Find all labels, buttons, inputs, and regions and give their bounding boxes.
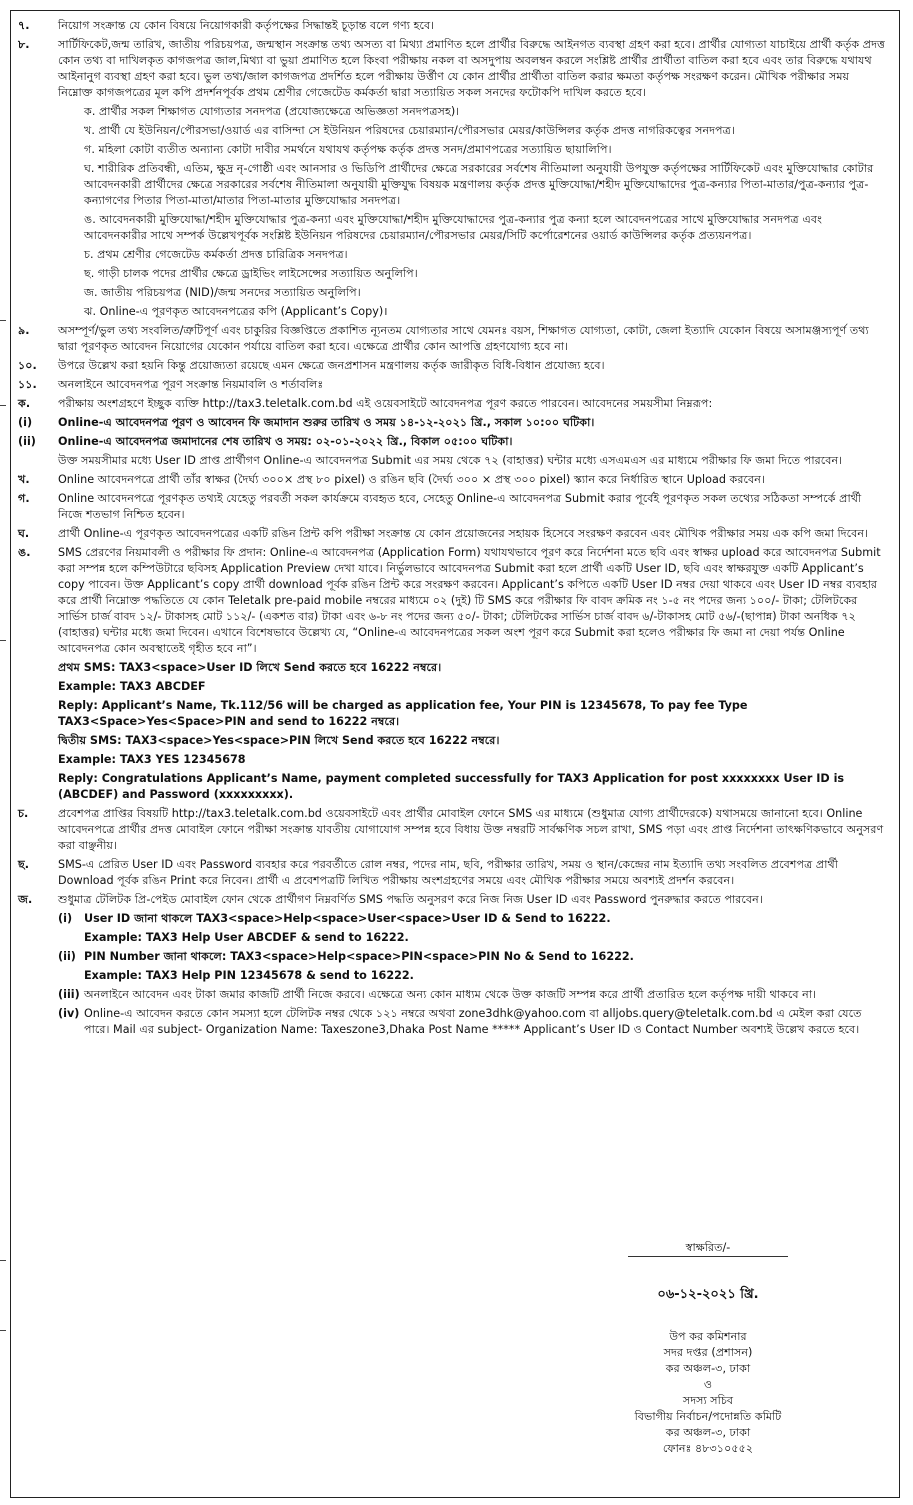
list-item [18,892,886,908]
item-text: Online-এ আবেদন করতে কোন সমস্যা হলে টেলিটক নম্বর থেকে ১২১ নম্বরে অথবা zone3dhk@yahoo.com বা alljobs.query@teletalk.com.bd এ মেইল করা যেতে পারে। Mail এর subject- Organization Name: Taxeszone3,Dhaka Post Name ***** Applicant’s User ID ও Contact Number অবশ্যই উল্লেখ করতে হবে। [84,1007,862,1036]
item-text: Example: TAX3 ABCDEF [58,680,206,693]
item-text: উপরে উল্লেখ করা হয়নি কিন্তু প্রয়োজ্যতা রয়েছে এমন ক্ষেত্রে জনপ্রশাসন মন্ত্রণালয় কর্তৃক জারীকৃত বিধি-বিধান প্রযোজ্য হবে। [58,359,605,372]
phone: ফোনঃ ৪৮৩১০৫৫২ [662,1442,754,1455]
item-number [58,285,84,301]
item-number: ১১. [18,378,37,391]
item-text: খ. প্রার্থী যে ইউনিয়ন/পৌরসভা/ওয়ার্ড এর বাসিন্দা সে ইউনিয়ন পরিষদের চেয়ারম্যান/পৌরসভার মেয়র/কাউন্সিলর কর্তৃক প্রদত্ত নাগরিকত্বের সনদপত্র। [84,124,735,137]
item-text: Online আবেদনপত্রে পূরণকৃত তথ্যই যেহেতু পরবর্তী সকল কার্যক্রমে ব্যবহৃত হবে, সেহেতু Online-এ আবেদনপত্র Submit করার পূর্বেই পূরণকৃত সকল তথ্যের সঠিকতা সম্পর্কে প্রার্থী নিজে শতভাগ নিশ্চিত হবেন। [58,492,862,521]
list-item [18,733,886,749]
item-text: Reply: Congratulations Applicant’s Name, payment completed successfully for TAX3 Application for post xxxxxxxx User ID is (ABCDEF) and Password (xxxxxxxxx). [58,772,845,801]
list-item [18,18,886,34]
item-text: ঝ. Online-এ পূরণকৃত আবেদনপত্রের কপি (Applicant’s Copy)। [84,305,388,318]
list-item [18,526,886,542]
item-number: গ. [18,492,30,505]
item-text: Example: TAX3 Help User ABCDEF & send to 16222. [84,931,409,944]
item-text: ঙ. আবেদনকারী মুক্তিযোদ্ধা/শহীদ মুক্তিযোদ্ধার পুত্র-কন্যা এবং মুক্তিযোদ্ধা/শহীদ মুক্তিযোদ্ধাদের পুত্র-কন্যার পুত্র কন্যা হলে আবেদনপত্রের সাথে মুক্তিযোদ্ধার সনদপত্র এবং আবেদনকারীর সাথে সম্পর্ক উল্লেখপূর্বক সংশ্লিষ্ট ইউনিয়ন পরিষদের চেয়ারম্যান/পৌরসভার মেয়র/সিটি কর্পোরেশনের ওয়ার্ড কাউন্সিলর কর্তৃক প্রত্যয়নপত্র। [84,213,822,242]
item-text: SMS প্রেরণের নিয়মাবলী ও পরীক্ষার ফি প্রদান: Online-এ আবেদনপত্র (Application Form) যথাযথভাবে পূরণ করে নির্দেশনা মতে ছবি এবং স্বাক্ষর upload করে আবেদনপত্র Submit করা সম্পন্ন হলে কম্পিউটারে ছবিসহ Application Preview দেখা যাবে। নির্ভুলভাবে আবেদনপত্র Submit করা হলে প্রার্থী একটি User ID, ছবি এবং স্বাক্ষরযুক্ত একটি Applicant’s copy পাবেন। উক্ত Applicant’s copy প্রার্থী download পূর্বক রঙিন প্রিন্ট করে সংরক্ষণ করবেন। Applicant’s কপিতে একটি User ID নম্বর দেয়া থাকবে এবং User ID নম্বর ব্যবহার করে প্রার্থী নিম্নোক্ত পদ্ধতিতে যে কোন Teletalk pre-paid mobile নম্বরের মাধ্যমে ০২ (দুই) টি SMS করে পরীক্ষার ফি বাবদ ক্রমিক নং ১-৫ নং পদের জন্য ১০০/- টাকা; টেলিটকের সার্ভিস চার্জ বাবদ ১২/- টাকাসহ মোট ১১২/- (একশত বার) টাকা এবং ৬-৮ নং পদের জন্য ৫০/- টাকা; টেলিটকের সার্ভিস চার্জ বাবদ ৬/-টাকাসহ মোট ৫৬/-(ছাপান্ন) টাকা অনধিক ৭২ (বাহাত্তর) ঘন্টার মধ্যে জমা দিবেন। এখানে বিশেষভাবে উল্লেখ্য যে, “Online-এ আবেদনপত্রের সকল অংশ পূরণ করে Submit করা হলেও পরীক্ষার ফি জমা না দেয়া পর্যন্ত Online আবেদনপত্র কোন অবস্থাতেই গৃহীত হবে না”। [58,546,881,655]
item-number: (i) [58,912,73,925]
list-item [18,679,886,695]
list-item [18,123,886,139]
list-item [18,545,886,657]
item-text: ছ. গাড়ী চালক পদের প্রার্থীর ক্ষেত্রে ড্রাইভিং লাইসেন্সের সত্যায়িত অনুলিপি। [84,267,418,280]
list-item [18,968,886,984]
list-item [18,987,886,1003]
designation-6: বিভাগীয় নির্বাচন/পদোন্নতি কমিটি [634,1410,782,1423]
item-number: ৯. [18,324,30,337]
item-number [58,304,84,320]
list-item [18,752,886,768]
item-number [58,247,84,263]
item-text: অনলাইনে আবেদন এবং টাকা জমার কাজটি প্রার্থী নিজে করবে। এক্ষেত্রে অন্য কোন মাধ্যম থেকে উক্ত কাজটি সম্পন্ন করে প্রার্থী প্রতারিত হলে কর্তৃপক্ষ দায়ী থাকবে না। [84,988,817,1001]
item-number [18,698,58,730]
item-number [58,104,84,120]
list-item [18,434,886,450]
notice-body [18,18,886,1041]
item-number: ১০. [18,359,37,372]
designation-4: ও [703,1378,713,1391]
designation-7: কর অঞ্চল-৩, ঢাকা [665,1426,751,1439]
item-text: অনলাইনে আবেদনপত্র পূরণ সংক্রান্ত নিয়মাবলি ও শর্তাবলিঃ [58,378,324,391]
designation-5: সদস্য সচিব [682,1394,734,1407]
list-item [18,472,886,488]
item-text: ক. প্রার্থীর সকল শিক্ষাগত যোগ্যতার সনদপত্র (প্রযোজ্যক্ষেত্রে অভিজ্ঞতা সনদপত্রসহ)। [84,105,460,118]
item-text: PIN Number জানা থাকলে: TAX3<space>Help<space>PIN<space>PIN No & Send to 16222. [84,950,634,963]
item-number [18,752,58,768]
item-text: শুধুমাত্র টেলিটক প্রি-পেইড মোবাইল ফোন থেকে প্রার্থীগণ নিম্নবর্ণিত SMS পদ্ধতি অনুসরণ করে নিজ নিজ User ID এবং Password পুনরুদ্ধার করতে পারবেন। [58,893,763,906]
list-item [18,415,886,431]
list-item [18,161,886,209]
item-text: উক্ত সময়সীমার মধ্যে User ID প্রাপ্ত প্রার্থীগণ Online-এ আবেদনপত্র Submit এর সময় থেকে ৭২ (বাহাত্তর) ঘন্টার মধ্যে এসএমএস এর মাধ্যমে পরীক্ষার ফি জমা দিতে পারবেন। [58,454,843,467]
item-text: জ. জাতীয় পরিচয়পত্র (NID)/জন্ম সনদের সত্যায়িত অনুলিপি। [84,286,361,299]
designation-3: কর অঞ্চল-৩, ঢাকা [665,1362,751,1375]
list-item [18,37,886,101]
item-number [18,771,58,803]
item-number: (iii) [58,988,80,1001]
item-text: Online-এ আবেদনপত্র জমাদানের শেষ তারিখ ও সময়: ০২-০১-২০২২ খ্রি., বিকাল ০৫:০০ ঘটিকা। [58,435,513,448]
item-number: ৭. [18,19,30,32]
signature-date: ০৬-১২-২০২১ খ্রি. [657,1287,759,1302]
list-item [18,142,886,158]
item-number [58,930,84,946]
item-number: ৮. [18,38,30,51]
list-item [18,377,886,393]
item-number [58,968,84,984]
item-text: দ্বিতীয় SMS: TAX3<space>Yes<space>PIN লিখে Send করতে হবে 16222 নম্বরে। [58,734,500,747]
list-item [18,396,886,412]
list-item [18,806,886,854]
list-item [18,266,886,282]
item-number [18,733,58,749]
list-item [18,247,886,263]
list-item [18,212,886,244]
item-text: Reply: Applicant’s Name, Tk.112/56 will be charged as application fee, Your PIN is 12345678, To pay fee Type TAX3<Space>Yes<Space>PIN and send to 16222 নম্বরে। [58,699,748,728]
item-number: (iv) [58,1007,80,1020]
signed-label: স্বাক্ষরিত/- [685,1241,731,1254]
item-text: নিয়োগ সংক্রান্ত যে কোন বিষয়ে নিয়োগকারী কর্তৃপক্ষের সিদ্ধান্তই চূড়ান্ত বলে গণ্য হবে। [58,19,435,32]
item-number [18,453,58,469]
list-item [18,911,886,927]
item-text: চ. প্রথম শ্রেণীর গেজেটেড কর্মকর্তা প্রদত্ত চারিত্রিক সনদপত্র। [84,248,348,261]
item-text: গ. মহিলা কোটা ব্যতীত অন্যান্য কোটা দাবীর সমর্থনে যথাযথ কর্তৃপক্ষ কর্তৃক প্রদত্ত সনদ/প্রমাণপত্রের সত্যায়িত ছায়ালিপি। [84,143,612,156]
signature-block [558,1240,858,1457]
item-number [58,161,84,209]
item-number: জ. [18,893,33,906]
item-number: (ii) [18,435,36,448]
item-number [58,142,84,158]
item-text: SMS-এ প্রেরিত User ID এবং Password ব্যবহার করে পরবর্তীতে রোল নম্বর, পদের নাম, ছবি, পরীক্ষার তারিখ, সময় ও স্থান/কেন্দ্রের নাম ইত্যাদি তথ্য সংবলিত প্রবেশপত্র প্রার্থী Download পূর্বক রঙিন Print করে নিবেন। প্রার্থী এ প্রবেশপত্রটি লিখিত পরীক্ষায় অংশগ্রহণের সময়ে এবং মৌখিক পরীক্ষার সময়ে অবশ্যই প্রদর্শন করবেন। [58,858,838,887]
item-text: সার্টিফিকেট,জন্ম তারিখ, জাতীয় পরিচয়পত্র, জন্মস্থান সংক্রান্ত তথ্য অসত্য বা মিথ্যা প্রমাণিত হলে প্রার্থীর বিরুদ্ধে আইনগত ব্যবস্থা গ্রহণ করা হবে। প্রার্থীর যোগ্যতা যাচাইয়ে প্রার্থী কর্তৃক প্রদত্ত কোন তথ্য বা দাখিলকৃত কাগজপত্র জাল,মিথ্যা বা ভুয়া প্রমাণিত হলে কিংবা পরীক্ষায় নকল বা অসদুপায় অবলম্বন করলে সংশ্লিষ্ট প্রার্থীর প্রার্থীতা বাতিল করা হবে এবং তার বিরুদ্ধে যথাযথ আইনানুগ ব্যবস্থা গ্রহণ করা হবে। ভুল তথ্য/জাল কাগজপত্র প্রদর্শিত হলে পরীক্ষায় উর্ত্তীণ যে কোন প্রার্থীর প্রার্থীতা বাতিল করার ক্ষমতা কর্তৃপক্ষ সংরক্ষণ করেন। মৌখিক পরীক্ষার সময় নিম্নোক্ত কাগজপত্রের মূল কপি প্রদর্শনপূর্বক প্রথম শ্রেণীর গেজেটেড কর্মকর্তা দ্বারা সত্যায়িত সকল সনদের ফটোকপি দাখিল করতে হবে। [58,38,885,99]
list-item [18,857,886,889]
item-number: খ. [18,473,30,486]
item-text: User ID জানা থাকলে TAX3<space>Help<space>User<space>User ID & Send to 16222. [84,912,611,925]
item-number: ঘ. [18,527,30,540]
designation-2: সদর দপ্তর (প্রশাসন) [663,1346,753,1359]
item-number [58,266,84,282]
item-number: (i) [18,416,33,429]
item-text: Example: TAX3 Help PIN 12345678 & send to 16222. [84,969,414,982]
left-margin-marks [0,0,8,1505]
list-item [18,1006,886,1038]
item-text: Example: TAX3 YES 12345678 [58,753,246,766]
list-item [18,104,886,120]
item-text: প্রবেশপত্র প্রাপ্তির বিষয়টি http://tax3.teletalk.com.bd ওয়েবসাইটে এবং প্রার্থীর মোবাইল ফোনে SMS এর মাধ্যমে (শুধুমাত্র যোগ্য প্রার্থীদেরকে) যথাসময়ে জানানো হবে। Online আবেদনপত্রে প্রার্থীর প্রদত্ত মোবাইল ফোনে পরীক্ষা সংক্রান্ত যাবতীয় যোগাযোগ সম্পন্ন হবে বিধায় উক্ত নম্বরটি সার্বক্ষণিক সচল রাখা, SMS পড়া এবং প্রাপ্ত নির্দেশনা তাৎক্ষণিকভাবে অনুসরণ করা বাঞ্ছনীয়। [58,807,884,852]
list-item [18,930,886,946]
list-item [18,698,886,730]
item-number: চ. [18,807,29,820]
item-number: ঙ. [18,546,31,559]
item-number [18,679,58,695]
item-number: ছ. [18,858,30,871]
item-number [58,123,84,139]
list-item [18,949,886,965]
item-number: ক. [18,397,31,410]
item-text: অসম্পূর্ণ/ভুল তথ্য সংবলিত/ত্রুটিপূর্ণ এবং চাকুরির বিজ্ঞপ্তিতে প্রকাশিত ন্যূনতম যোগ্যতার সাথে যেমনঃ বয়স, শিক্ষাগত যোগ্যতা, কোটা, জেলা ইত্যাদি যেকোন বিষয়ে অসামঞ্জস্যপূর্ণ তথ্য দ্বারা পূরণকৃত আবেদন নিয়োগের যেকোন পর্যায়ে বাতিল করা হবে। এক্ষেত্রে প্রার্থীর কোন আপত্তি গ্রহণযোগ্য হবে না। [58,324,869,353]
list-item [18,323,886,355]
item-number: (ii) [58,950,76,963]
list-item [18,358,886,374]
item-text: Online আবেদনপত্রে প্রার্থী তাঁর স্বাক্ষর (দৈর্ঘ্য ৩০০× প্রস্থ ৮০ pixel) ও রঙিন ছবি (দৈর্ঘ্য ৩০০ × প্রস্থ ৩০০ pixel) স্ক্যান করে নির্ধারিত স্থানে Upload করবেন। [58,473,765,486]
list-item [18,304,886,320]
list-item [18,285,886,301]
item-text: প্রার্থী Online-এ পূরণকৃত আবেদনপত্রের একটি রঙিন প্রিন্ট কপি পরীক্ষা সংক্রান্ত যে কোন প্রয়োজনের সহায়ক হিসেবে সংরক্ষণ করবেন এবং মৌখিক পরীক্ষার সময় এক কপি জমা দিবেন। [58,527,869,540]
item-text: Online-এ আবেদনপত্র পূরণ ও আবেদন ফি জমাদান শুরুর তারিখ ও সময় ১৪-১২-২০২১ খ্রি., সকাল ১০:০০ ঘটিকা। [58,416,595,429]
item-text: প্রথম SMS: TAX3<space>User ID লিখে Send করতে হবে 16222 নম্বরে। [58,661,442,674]
list-item [18,491,886,523]
designation-1: উপ কর কমিশনার [669,1330,747,1343]
list-item [18,660,886,676]
list-item [18,771,886,803]
item-text: ঘ. শারীরিক প্রতিবন্ধী, এতিম, ক্ষুদ্র নৃ-গোষ্ঠী এবং আনসার ও ভিডিপি প্রার্থীদের ক্ষেত্রে সরকারের সর্বশেষ নীতিমালা অনুযায়ী উপযুক্ত কর্তৃপক্ষের সার্টিফিকেট এবং মুক্তিযোদ্ধার কোটার আবেদনকারী প্রার্থীদের ক্ষেত্রে সরকারের সর্বশেষ নীতিমালা অনুযায়ী মুক্তিযুদ্ধ বিষয়ক মন্ত্রণালয় কর্তৃক প্রদত্ত মুক্তিযোদ্ধা/শহীদ মুক্তিযোদ্ধাদের পুত্র-কন্যার পিতা-মাতার/পুত্র-কন্যার পুত্র-কন্যাগণের পিতার পিতা-মাতা/মাতার পিতা-মাতার মুক্তিযোদ্ধার সনদপত্র। [84,162,874,207]
signature-rule [628,1256,788,1257]
list-item [18,453,886,469]
item-number [58,212,84,244]
item-text: পরীক্ষায় অংশগ্রহণে ইচ্ছুক ব্যক্তি http://tax3.teletalk.com.bd এই ওয়েবসাইটে আবেদনপত্র পূরণ করতে পারবেন। আবেদনের সময়সীমা নিম্নরূপ: [58,397,713,410]
item-number [18,660,58,676]
